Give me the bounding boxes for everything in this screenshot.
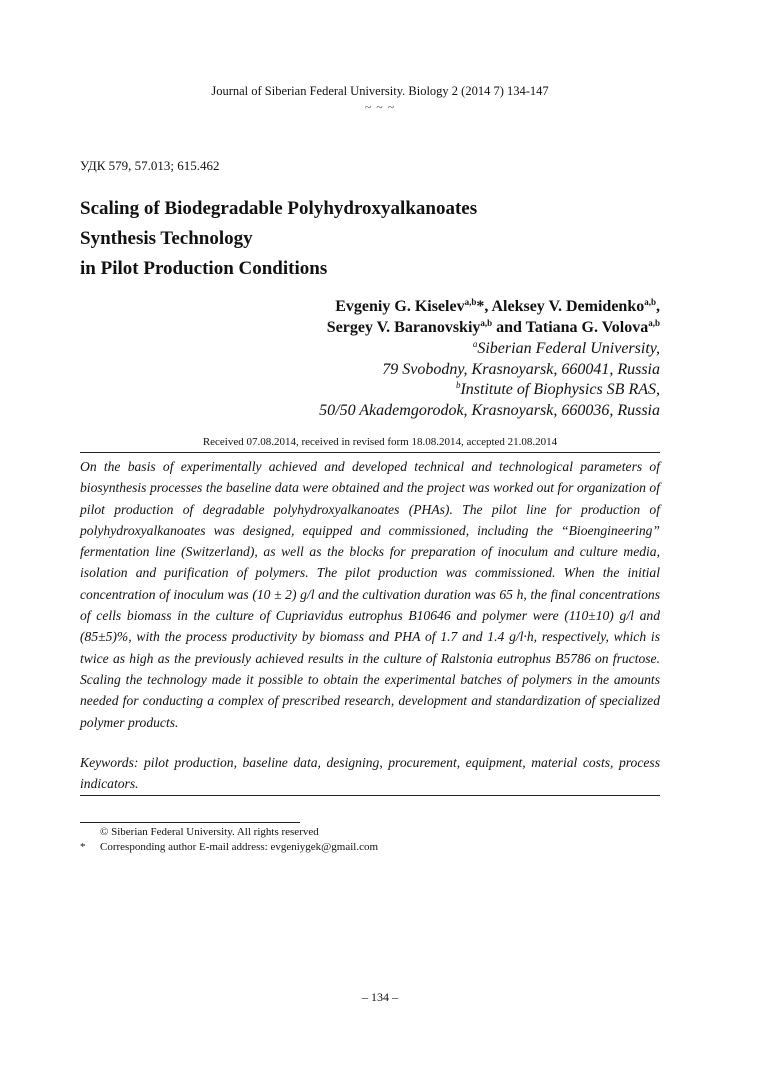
affiliation-b-address: 50/50 Akademgorodok, Krasnoyarsk, 660036, Russia bbox=[319, 401, 660, 419]
author-affil-mark: a,b bbox=[648, 318, 660, 328]
affiliation-a-text: Siberian Federal University, bbox=[477, 340, 660, 357]
affiliation-mark: a bbox=[472, 339, 478, 349]
author-affil-mark: a,b bbox=[480, 318, 493, 328]
affiliation-a-address: 79 Svobodny, Krasnoyarsk, 660041, Russia bbox=[382, 360, 660, 378]
author-affil-mark: a,b bbox=[644, 297, 656, 307]
affiliation-b-text: Institute of Biophysics SB RAS, bbox=[460, 381, 660, 398]
footnotes bbox=[80, 825, 378, 855]
abstract: On the basis of experimentally achieved and developed technical and technological parameters of biosynthesis processes the baseline data were obtained and the project was worked out for organization of pilot production of degradable polyhydroxyalkanoates (PHAs). The pilot line for production of polyhydroxyalkanoates was designed, equipped and commissioned, including the “Bioengineering” fermentation line (Switzerland), as well as the blocks for preparation of inoculum and culture media, isolation and purification of polymers. The pilot production was commissioned. When the initial concentration of inoculum was (10 ± 2) g/l and the cultivation duration was 65 h, the final concentrations of cells biomass in the culture of Cupriavidus eutrophus B10646 and polymer were (110±10) g/l and (85±5)%, with the process productivity by biomass and PHA of 1.7 and 1.4 g/l·h, respectively, which is twice as high as the previously achieved results in the culture of Ralstonia eutrophus B5786 on fructose. Scaling the technology made it possible to obtain the experimental batches of polymers in the amounts needed for conducting a complex of prescribed research, development and standardization of specialized polymer products. bbox=[80, 459, 660, 730]
author-list bbox=[327, 296, 660, 338]
author-volova: Tatiana G. Volova bbox=[525, 319, 649, 336]
affiliations bbox=[319, 339, 660, 421]
title-line-2: Synthesis Technology bbox=[80, 228, 253, 249]
header-ornament: ~ ~ ~ bbox=[364, 100, 396, 114]
abstract-bottom-rule bbox=[80, 795, 660, 796]
footnote-copyright bbox=[80, 825, 378, 840]
author-line-2 bbox=[327, 317, 660, 338]
abstract-top-rule bbox=[80, 452, 660, 453]
footnote-rule bbox=[80, 822, 300, 823]
author-demidenko: Aleksey V. Demidenko bbox=[491, 298, 645, 315]
title-line-3: in Pilot Production Conditions bbox=[80, 258, 328, 279]
affiliation-mark: b bbox=[455, 380, 461, 390]
footnote-corresponding bbox=[80, 840, 378, 855]
author-line-1 bbox=[327, 296, 660, 317]
author-affil-mark: a,b bbox=[464, 297, 477, 307]
footnote-text: Corresponding author E-mail address: evgeniygek@gmail.com bbox=[100, 841, 379, 853]
udk-code: УДК 579, 57.013; 615.462 bbox=[80, 158, 220, 173]
author-separator: , bbox=[656, 298, 660, 315]
page-number: – 134 – bbox=[362, 990, 398, 1004]
paper-title bbox=[80, 194, 640, 284]
footnote-mark: * bbox=[80, 841, 86, 853]
author-kiselev: Evgeniy G. Kiselev bbox=[335, 298, 465, 315]
affiliation-a-name bbox=[319, 339, 660, 360]
corresponding-star: *, bbox=[476, 298, 492, 315]
footnote-text: © Siberian Federal University. All rights reserved bbox=[100, 826, 319, 838]
journal-header: Journal of Siberian Federal University. Biology 2 (2014 7) 134-147 bbox=[211, 84, 549, 98]
author-and: and bbox=[492, 319, 526, 336]
affiliation-b-name bbox=[319, 380, 660, 401]
title-line-1: Scaling of Biodegradable Polyhydroxyalkanoates bbox=[80, 198, 478, 219]
received-dates: Received 07.08.2014, received in revised form 18.08.2014, accepted 21.08.2014 bbox=[202, 436, 558, 448]
author-baranovskiy: Sergey V. Baranovskiy bbox=[326, 319, 481, 336]
keywords: Keywords: pilot production, baseline data, designing, procurement, equipment, material costs, process indicators. bbox=[80, 755, 660, 791]
